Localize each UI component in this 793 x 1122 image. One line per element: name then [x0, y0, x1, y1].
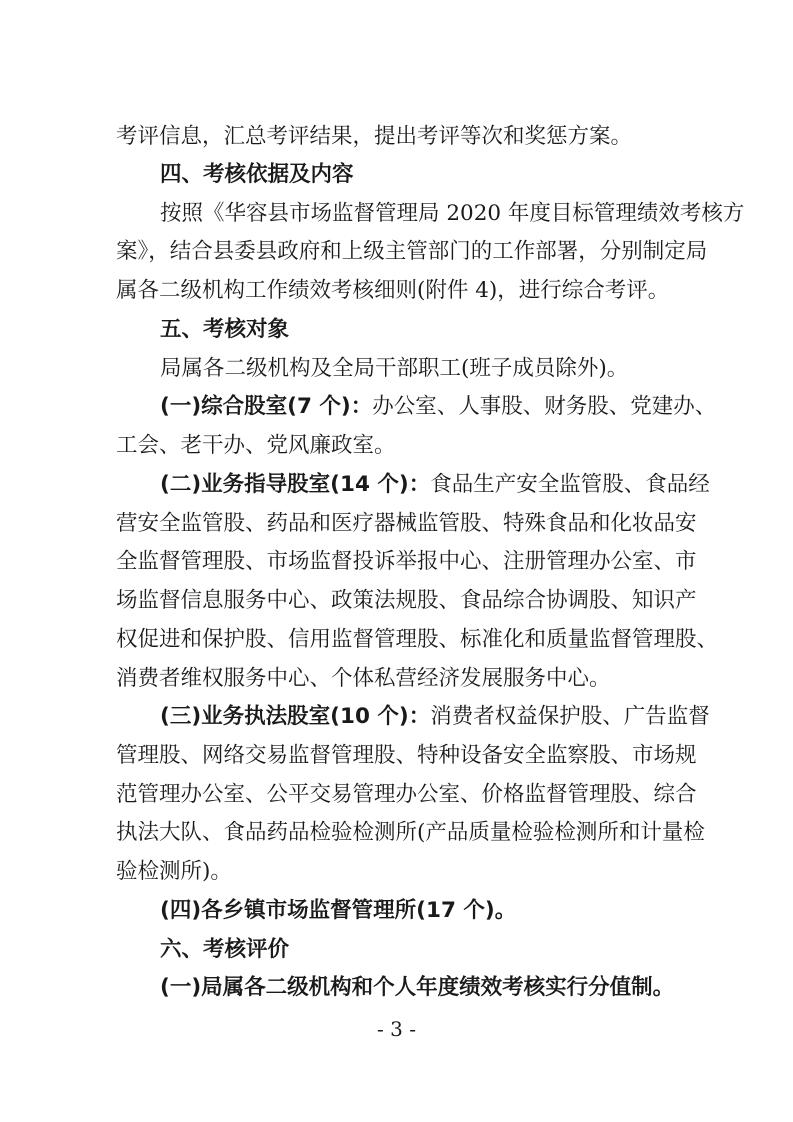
subsection-heading-6-1: (一)局属各二级机构和个人年度绩效考核实行分值制。 [160, 975, 675, 1000]
paragraph-line: 局属各二级机构及全局干部职工(班子成员除外)。 [160, 356, 629, 381]
paragraph-line: 权促进和保护股、信用监督管理股、标准化和质量监督管理股、 [116, 627, 719, 652]
page-number: - 3 - [377, 1017, 416, 1041]
subsection-heading-1: (一)综合股室(7 个)： [160, 394, 373, 419]
subsection-heading-2: (二)业务指导股室(14 个)： [160, 472, 431, 497]
paragraph-line: (三)业务执法股室(10 个)：消费者权益保护股、广告监督 [160, 704, 710, 729]
paragraph-line: 考评信息，汇总考评结果，提出考评等次和奖惩方案。 [116, 124, 633, 149]
paragraph-line: 场监督信息服务中心、政策法规股、食品综合协调股、知识产 [116, 588, 697, 613]
paragraph-line: (一)综合股室(7 个)：办公室、人事股、财务股、党建办、 [160, 394, 717, 419]
paragraph-line: 执法大队、食品药品检验检测所(产品质量检验检测所和计量检 [116, 820, 705, 845]
paragraph-line: 属各二级机构工作绩效考核细则(附件 4)，进行综合考评。 [116, 278, 670, 303]
paragraph-line: 按照《华容县市场监督管理局 2020 年度目标管理绩效考核方 [160, 201, 745, 226]
paragraph-line: 全监督管理股、市场监督投诉举报中心、注册管理办公室、市 [116, 549, 697, 574]
paragraph-line: 消费者维权服务中心、个体私营经济发展服务中心。 [116, 666, 611, 691]
subsection-heading-4: (四)各乡镇市场监督管理所(17 个)。 [160, 898, 517, 923]
section-heading-5: 五、考核对象 [160, 317, 290, 342]
paragraph-line: 范管理办公室、公平交易管理办公室、价格监督管理股、综合 [116, 782, 697, 807]
section-heading-4: 四、考核依据及内容 [160, 162, 354, 187]
paragraph-line: 管理股、网络交易监督管理股、特种设备安全监察股、市场规 [116, 743, 697, 768]
paragraph-line: 验检测所)。 [116, 859, 232, 884]
paragraph-line: 工会、老干办、党风廉政室。 [116, 433, 396, 458]
paragraph-line: 案》，结合县委县政府和上级主管部门的工作部署，分别制定局 [116, 239, 708, 264]
paragraph-line: 营安全监管股、药品和医疗器械监管股、特殊食品和化妆品安 [116, 511, 697, 536]
section-heading-6: 六、考核评价 [160, 937, 290, 962]
paragraph-line: (二)业务指导股室(14 个)：食品生产安全监管股、食品经 [160, 472, 710, 497]
subsection-heading-3: (三)业务执法股室(10 个)： [160, 704, 431, 729]
